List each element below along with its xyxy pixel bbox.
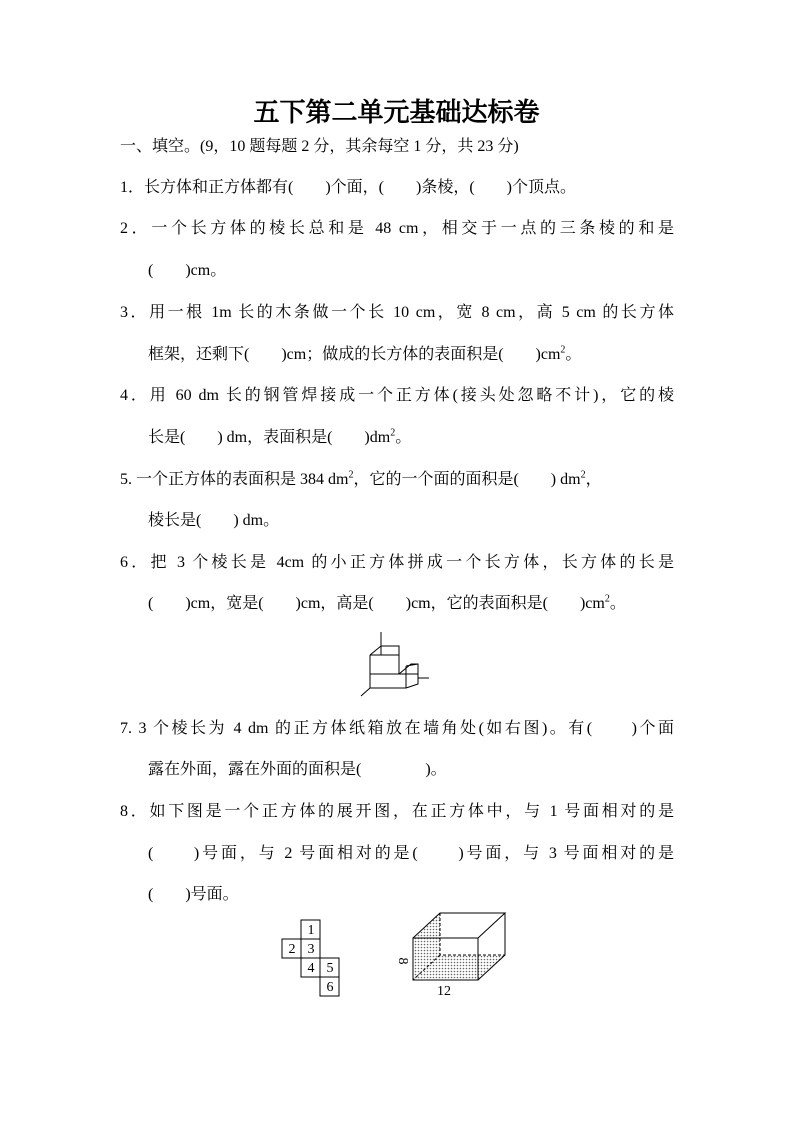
- cuboid-figure: [390, 910, 515, 1000]
- height-label: 8: [395, 957, 410, 965]
- net-label-1: 1: [307, 923, 315, 938]
- question-7-line-1: 7. 3 个棱长为 4 dm 的正方体纸箱放在墙角处(如右图)。有( )个面: [120, 720, 674, 737]
- net-label-2: 2: [288, 942, 296, 957]
- text: ( )cm，宽是( )cm，高是( )cm，它的表面积是( )cm: [148, 595, 605, 612]
- superscript: 2: [604, 593, 610, 605]
- question-8-line-1: 8．如下图是一个正方体的展开图，在正方体中，与 1 号面相对的是: [120, 803, 674, 820]
- question-1: 1．长方体和正方体都有( )个面，( )条棱，( )个顶点。: [120, 179, 576, 196]
- text: ，它的一个面的面积是( ) dm: [353, 471, 581, 488]
- superscript: 2: [348, 469, 354, 481]
- net-label-5: 5: [326, 961, 334, 976]
- text: 。: [609, 595, 626, 612]
- text: 5. 一个正方体的表面积是 384 dm: [120, 471, 349, 488]
- net-label-4: 4: [307, 961, 315, 976]
- superscript: 2: [390, 427, 396, 439]
- text: ，: [585, 471, 602, 488]
- text: 长是( ) dm，表面积是( )dm: [148, 429, 391, 446]
- question-4-line-1: 4．用 60 dm 长的钢管焊接成一个正方体(接头处忽略不计)，它的棱: [120, 387, 674, 404]
- section-heading: 一、填空。(9，10 题每题 2 分，其余每空 1 分，共 23 分): [120, 138, 519, 155]
- length-label: 12: [437, 984, 451, 999]
- corner-cubes-figure: [345, 630, 435, 700]
- question-7-line-2: 露在外面，露在外面的面积是( )。: [148, 761, 447, 778]
- question-3-line-2: [148, 345, 674, 365]
- question-2-line-1: 2．一个长方体的棱长总和是 48 cm，相交于一点的三条棱的和是: [120, 220, 674, 237]
- net-label-6: 6: [326, 980, 334, 995]
- question-8-line-3: ( )号面。: [148, 886, 239, 903]
- superscript: 2: [560, 344, 566, 356]
- net-label-3: 3: [307, 942, 315, 957]
- question-2-line-2: ( )cm。: [148, 262, 227, 279]
- question-5-line-2: 棱长是( ) dm。: [148, 512, 280, 529]
- question-5-line-1: [120, 470, 674, 490]
- question-6-line-1: 6．把 3 个棱长是 4cm 的小正方体拼成一个长方体，长方体的长是: [120, 554, 674, 571]
- superscript: 2: [580, 469, 586, 481]
- text: 。: [395, 429, 412, 446]
- cube-net-figure: [280, 918, 350, 998]
- question-6-line-2: [148, 594, 674, 614]
- text: 框架，还剩下( )cm；做成的长方体的表面积是( )cm: [148, 346, 561, 363]
- question-3-line-1: 3．用一根 1m 长的木条做一个长 10 cm，宽 8 cm，高 5 cm 的长方体: [120, 304, 674, 321]
- question-4-line-2: [148, 428, 674, 448]
- page-title: 五下第二单元基础达标卷: [253, 98, 540, 128]
- text: 。: [565, 346, 582, 363]
- question-8-line-2: ( )号面，与 2 号面相对的是( )号面，与 3 号面相对的是: [148, 845, 674, 862]
